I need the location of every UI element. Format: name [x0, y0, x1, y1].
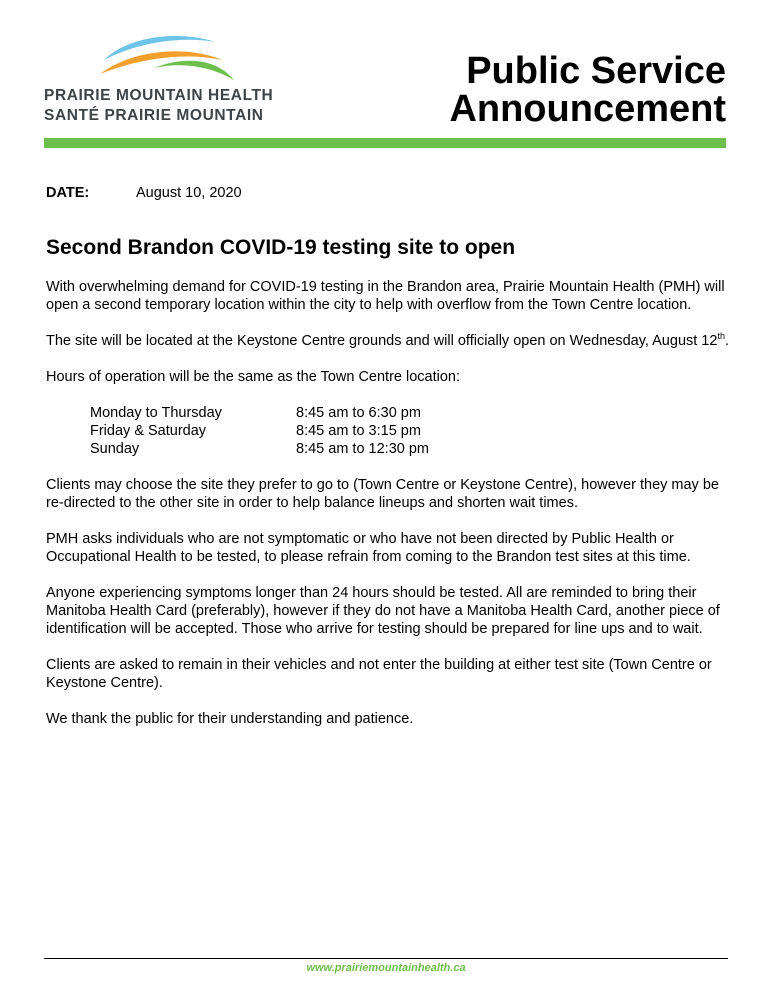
paragraph-site-choice: Clients may choose the site they prefer to go to (Town Centre or Keystone Centre), however they may be re-directed to the other site in order to help balance lineups and shorten wait times. — [46, 477, 719, 511]
prairie-mountain-logo-icon — [98, 30, 238, 88]
paragraph-vehicles: Clients are asked to remain in their vehicles and not enter the building at either test site (Town Centre or Keystone Centre). — [46, 657, 712, 691]
footer-website-link[interactable]: www.prairiemountainhealth.ca — [306, 962, 466, 974]
hours-day: Monday to Thursday — [90, 405, 222, 421]
table-row — [90, 422, 429, 440]
hours-day: Friday & Saturday — [90, 423, 207, 439]
date-label: DATE: — [46, 185, 90, 201]
paragraph-location — [46, 332, 732, 350]
paragraph-demand: With overwhelming demand for COVID-19 testing in the Brandon area, Prairie Mountain Health (PMH) will open a second temporary location within the city to help with overflow from the Town Centre location. — [46, 279, 725, 313]
table-row — [90, 404, 429, 422]
date-row — [46, 185, 242, 201]
hours-time: 8:45 am to 12:30 pm — [296, 441, 429, 457]
table-row — [90, 440, 429, 458]
organization-logo — [44, 30, 304, 130]
page-title — [449, 52, 726, 128]
logo-text-english: PRAIRIE MOUNTAIN HEALTH — [44, 87, 274, 104]
announcement-body — [46, 278, 732, 746]
hours-day: Sunday — [90, 441, 140, 457]
ordinal-suffix: th — [717, 331, 725, 342]
location-period: . — [724, 333, 729, 349]
hours-time: 8:45 am to 6:30 pm — [296, 405, 421, 421]
page-title-line2: Announcement — [449, 88, 726, 130]
paragraph-eligibility: PMH asks individuals who are not symptomatic or who have not been directed by Public Health or Occupational Health to be tested, to please refrain from coming to the Brandon test sites at this time. — [46, 531, 691, 565]
paragraph-thanks: We thank the public for their understanding and patience. — [46, 711, 414, 727]
footer-divider — [44, 958, 728, 959]
hours-time: 8:45 am to 3:15 pm — [296, 423, 421, 439]
location-text: The site will be located at the Keystone Centre grounds and will officially open on Wednesday, August 12 — [46, 333, 718, 349]
date-value: August 10, 2020 — [136, 185, 242, 201]
headline: Second Brandon COVID-19 testing site to open — [46, 236, 516, 259]
logo-text-french: SANTÉ PRAIRIE MOUNTAIN — [44, 107, 264, 124]
paragraph-hours-intro: Hours of operation will be the same as the Town Centre location: — [46, 369, 461, 385]
hours-table — [90, 404, 429, 458]
paragraph-symptoms: Anyone experiencing symptoms longer than 24 hours should be tested. All are reminded to bring their Manitoba Health Card (preferably), however if they do not have a Manitoba Health Card, another piece of identification will be accepted. Those who arrive for testing should be prepared for line ups and to wait. — [46, 585, 720, 637]
header-divider — [44, 138, 726, 148]
page-title-line1: Public Service — [466, 50, 726, 92]
